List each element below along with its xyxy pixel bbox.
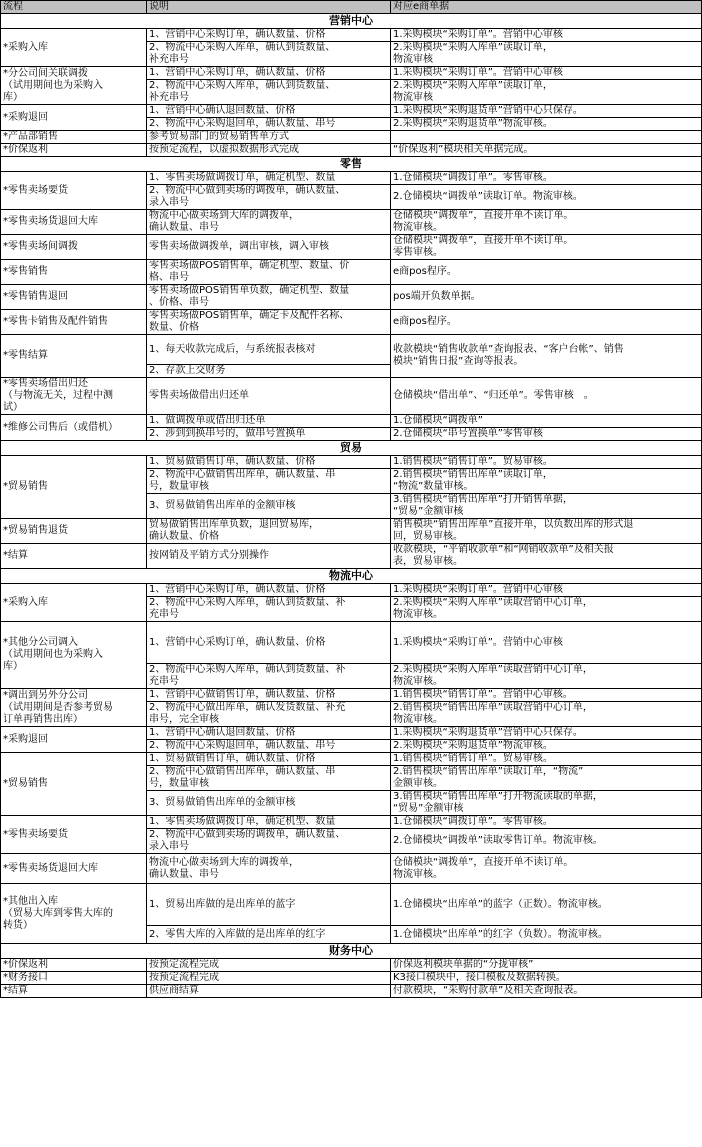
process-cell: *零售卖场间调拨	[1, 235, 147, 260]
table-row	[1, 172, 702, 185]
table-row	[1, 378, 702, 415]
document-cell	[391, 131, 702, 144]
document-cell: K3接口模块中，接口模板及数据转换。	[391, 972, 702, 985]
process-cell: *零售销售	[1, 260, 147, 285]
description-cell: 1、每天收款完成后，与系统报表核对	[147, 335, 391, 365]
process-cell: *零售卡销售及配件销售	[1, 310, 147, 335]
document-cell: 1.销售模块“销售订单”。贸易审核。	[391, 753, 702, 766]
section-header-row	[1, 944, 702, 959]
description-cell: 1、营销中心采购订单，确认数量、价格	[147, 584, 391, 597]
table-row	[1, 816, 702, 829]
description-cell: 参考贸易部门的贸易销售单方式	[147, 131, 391, 144]
process-cell: *采购入库	[1, 584, 147, 622]
table-row	[1, 753, 702, 766]
process-cell: *其他出入库 （贸易大库到零售大库的 转货）	[1, 884, 147, 944]
document-cell: 1.仓储模块“出库单”的蓝字（正数）。物流审核。	[391, 884, 702, 926]
description-cell: 2、物流中心采购入库单，确认到货数量、 补充串号	[147, 42, 391, 67]
table-row	[1, 235, 702, 260]
description-cell: 按网销及平销方式分别操作	[147, 544, 391, 569]
description-cell: 2、物流中心采购退回单，确认数量、串号	[147, 118, 391, 131]
description-cell: 1、贸易出库做的是出库单的蓝字	[147, 884, 391, 926]
section-header-row	[1, 14, 702, 29]
table-row	[1, 335, 702, 365]
description-cell: 1、营销中心确认退回数量、价格	[147, 727, 391, 740]
description-cell: 2、涉到到换串号的，做串号置换单	[147, 428, 391, 441]
table-row	[1, 260, 702, 285]
table-row	[1, 29, 702, 42]
description-cell: 2、物流中心采购入库单，确认到货数量、补 充串号	[147, 597, 391, 622]
description-cell: 3、贸易做销售出库单的金额审核	[147, 494, 391, 519]
table-row	[1, 622, 702, 664]
section-header-row	[1, 569, 702, 584]
description-cell: 1、零售卖场做调拨订单，确定机型、数量	[147, 172, 391, 185]
document-cell: 1.销售模块“销售订单”。营销中心审核。	[391, 689, 702, 702]
table-row	[1, 985, 702, 998]
document-cell: 1.仓储模块“调拨订单”。零售审核。	[391, 172, 702, 185]
description-cell: 1、营销中心做销售订单，确认数量、价格	[147, 689, 391, 702]
section-title: 营销中心	[1, 14, 702, 29]
document-cell: 2.采购模块“采购退货单”物流审核。	[391, 740, 702, 753]
description-cell: 1、做调拨单或借出归还单	[147, 415, 391, 428]
description-cell: 1、零售卖场做调拨订单，确定机型、数量	[147, 816, 391, 829]
header-row	[1, 1, 702, 14]
document-cell: 3.销售模块“销售出库单”打开销售单据， “贸易”金额审核	[391, 494, 702, 519]
document-cell: 2.采购模块“采购入库单”读取营销中心订单， 物流审核。	[391, 664, 702, 689]
document-cell: 销售模块“销售出库单”直接开单，以负数出库的形式退 回，贸易审核。	[391, 519, 702, 544]
description-cell: 2、存款上交财务	[147, 365, 391, 378]
table-row	[1, 689, 702, 702]
section-title: 贸易	[1, 441, 702, 456]
description-cell: 2、物流中心采购入库单，确认到货数量、补 充串号	[147, 664, 391, 689]
table-row	[1, 884, 702, 926]
description-cell: 2、物流中心做到卖场的调拨单，确认数量、 录入串号	[147, 185, 391, 210]
document-cell: 2.销售模块“销售出库单”读取营销中心订单， 物流审核。	[391, 702, 702, 727]
description-cell: 物流中心做卖场到大库的调拨单， 确认数量、串号	[147, 854, 391, 884]
document-cell: 1.仓储模块“出库单”的红字（负数）。物流审核。	[391, 926, 702, 944]
process-cell: *财务接口	[1, 972, 147, 985]
description-cell: 2、物流中心做出库单，确认发货数量、补充 串号，完全审核	[147, 702, 391, 727]
document-cell: 付款模块，“采购付款单”及相关查询报表。	[391, 985, 702, 998]
description-cell: 1、贸易做销售订单，确认数量、价格	[147, 753, 391, 766]
table-row	[1, 67, 702, 80]
description-cell: 零售卖场做POS销售单，确定卡及配件名称、 数量、价格	[147, 310, 391, 335]
section-title: 财务中心	[1, 944, 702, 959]
document-cell: 仓储模块“调拨单”，直接开单不读订单。 零售审核。	[391, 235, 702, 260]
document-cell: 1.仓储模块“调拨单”	[391, 415, 702, 428]
description-cell: 贸易做销售出库单负数，退回贸易库， 确认数量、价格	[147, 519, 391, 544]
document-cell: e商pos程序。	[391, 310, 702, 335]
document-cell: 2.销售模块“销售出库单”读取订单，“物流” 金额审核。	[391, 766, 702, 791]
process-cell: *贸易销售退货	[1, 519, 147, 544]
process-cell: *零售销售退回	[1, 285, 147, 310]
description-cell: 1、营销中心采购订单，确认数量、价格	[147, 67, 391, 80]
description-cell: 1、贸易做销售订单，确认数量、价格	[147, 456, 391, 469]
process-cell: *价保返利	[1, 144, 147, 157]
process-cell: *贸易销售	[1, 753, 147, 816]
description-cell: 按预定流程完成	[147, 972, 391, 985]
table-row	[1, 210, 702, 235]
document-cell: 仓储模块“借出单”、“归还单”。零售审核 。	[391, 378, 702, 415]
process-cell: *采购退回	[1, 727, 147, 753]
document-cell: 2.采购模块“采购入库单”读取订单， 物流审核	[391, 42, 702, 67]
document-cell: 1.销售模块“销售订单”。贸易审核。	[391, 456, 702, 469]
process-cell: *零售卖场借出归还 （与物流无关，过程中测 试）	[1, 378, 147, 415]
description-cell: 零售卖场做借出归还单	[147, 378, 391, 415]
table-row	[1, 519, 702, 544]
table-row	[1, 415, 702, 428]
header-description: 说明	[147, 1, 391, 14]
section-title: 零售	[1, 157, 702, 172]
process-cell: *维修公司售后（或借机）	[1, 415, 147, 441]
document-cell: 2.采购模块“采购退货单”物流审核。	[391, 118, 702, 131]
process-cell: *产品部销售	[1, 131, 147, 144]
description-cell: 零售卖场做POS销售单负数，确定机型、数量 、价格、串号	[147, 285, 391, 310]
table-row	[1, 105, 702, 118]
process-cell: *采购入库	[1, 29, 147, 67]
process-cell: *采购退回	[1, 105, 147, 131]
description-cell: 2、物流中心采购退回单，确认数量、串号	[147, 740, 391, 753]
description-cell: 3、贸易做销售出库单的金额审核	[147, 791, 391, 816]
process-cell: *结算	[1, 985, 147, 998]
document-cell: 仓储模块“调拨单”，直接开单不读订单。 物流审核。	[391, 854, 702, 884]
description-cell: 2、物流中心采购入库单，确认到货数量、 补充串号	[147, 80, 391, 105]
document-cell: 2.仓储模块“串号置换单”零售审核	[391, 428, 702, 441]
section-header-row	[1, 157, 702, 172]
description-cell: 物流中心做卖场到大库的调拨单， 确认数量、串号	[147, 210, 391, 235]
description-cell: 1、营销中心采购订单，确认数量、价格	[147, 622, 391, 664]
table-row	[1, 959, 702, 972]
document-cell: 2.仓储模块“调拨单”读取订单。物流审核。	[391, 185, 702, 210]
section-header-row	[1, 441, 702, 456]
document-cell: 2.采购模块“采购入库单”读取订单， 物流审核	[391, 80, 702, 105]
document-cell: e商pos程序。	[391, 260, 702, 285]
document-cell: 2.仓储模块“调拨单”读取零售订单。物流审核。	[391, 829, 702, 854]
document-cell: 1.采购模块“采购订单”。营销中心审核	[391, 622, 702, 664]
description-cell: 2、物流中心做到卖场的调拨单，确认数量、 录入串号	[147, 829, 391, 854]
process-cell: *零售结算	[1, 335, 147, 378]
document-cell: 1.采购模块“采购订单”。营销中心审核	[391, 584, 702, 597]
section-title: 物流中心	[1, 569, 702, 584]
header-process: 流程	[1, 1, 147, 14]
table-row	[1, 727, 702, 740]
description-cell: 2、物流中心做销售出库单，确认数量、串 号，数量审核	[147, 469, 391, 494]
document-cell: 3.销售模块“销售出库单”打开物流读取的单据， “贸易”金额审核	[391, 791, 702, 816]
document-cell: 价保返利模块单据的“分拢审核”	[391, 959, 702, 972]
process-cell: *调出到另外分公司 （试用期间是否参考贸易 订单再销售出库）	[1, 689, 147, 727]
document-cell: “价保返利”模块相关单据完成。	[391, 144, 702, 157]
process-cell: *其他分公司调入 （试用期间也为采购入 库）	[1, 622, 147, 689]
description-cell: 按预定流程，以虚拟数据形式完成	[147, 144, 391, 157]
table-row	[1, 310, 702, 335]
description-cell: 1、营销中心采购订单，确认数量、价格	[147, 29, 391, 42]
description-cell: 按预定流程完成	[147, 959, 391, 972]
table-row	[1, 144, 702, 157]
process-cell: *分公司间关联调拨 （试用期间也为采购入 库）	[1, 67, 147, 105]
table-row	[1, 972, 702, 985]
description-cell: 零售卖场做调拨单，调出审核，调入审核	[147, 235, 391, 260]
document-cell: 1.采购模块“采购退货单”营销中心只保存。	[391, 105, 702, 118]
process-cell: *零售卖场要货	[1, 816, 147, 854]
document-cell: 1.采购模块“采购订单”。营销中心审核	[391, 67, 702, 80]
process-cell: *零售卖场货退回大库	[1, 210, 147, 235]
table-row	[1, 131, 702, 144]
process-cell: *贸易销售	[1, 456, 147, 519]
header-document: 对应e商单据	[391, 1, 702, 14]
document-cell: 1.采购模块“采购订单”。营销中心审核	[391, 29, 702, 42]
document-cell: pos端开负数单据。	[391, 285, 702, 310]
table-row	[1, 584, 702, 597]
table-row	[1, 854, 702, 884]
table-row	[1, 544, 702, 569]
process-cell: *价保返利	[1, 959, 147, 972]
description-cell: 零售卖场做POS销售单，确定机型、数量、价 格、串号	[147, 260, 391, 285]
description-cell: 2、零售大库的入库做的是出库单的红字	[147, 926, 391, 944]
description-cell: 2、物流中心做销售出库单，确认数量、串 号，数量审核	[147, 766, 391, 791]
document-cell: 收款模块，“平销收款单”和“网销收款单”及相关报 表，贸易审核。	[391, 544, 702, 569]
document-cell: 收款模块“销售收款单”查询报表、“客户台帐”、销售 模块“销售日报”查询等报表。	[391, 335, 702, 378]
document-cell: 1.仓储模块“调拨订单”。零售审核。	[391, 816, 702, 829]
document-cell: 2.销售模块“销售出库单”读取订单， “物流”数量审核。	[391, 469, 702, 494]
process-cell: *零售卖场要货	[1, 172, 147, 210]
table-row	[1, 456, 702, 469]
document-cell: 仓储模块“调拨单”，直接开单不读订单。 物流审核。	[391, 210, 702, 235]
document-cell: 1.采购模块“采购退货单”营销中心只保存。	[391, 727, 702, 740]
process-cell: *结算	[1, 544, 147, 569]
description-cell: 供应商结算	[147, 985, 391, 998]
table-row	[1, 285, 702, 310]
document-cell: 2.采购模块“采购入库单”读取营销中心订单， 物流审核。	[391, 597, 702, 622]
description-cell: 1、营销中心确认退回数量、价格	[147, 105, 391, 118]
process-cell: *零售卖场货退回大库	[1, 854, 147, 884]
